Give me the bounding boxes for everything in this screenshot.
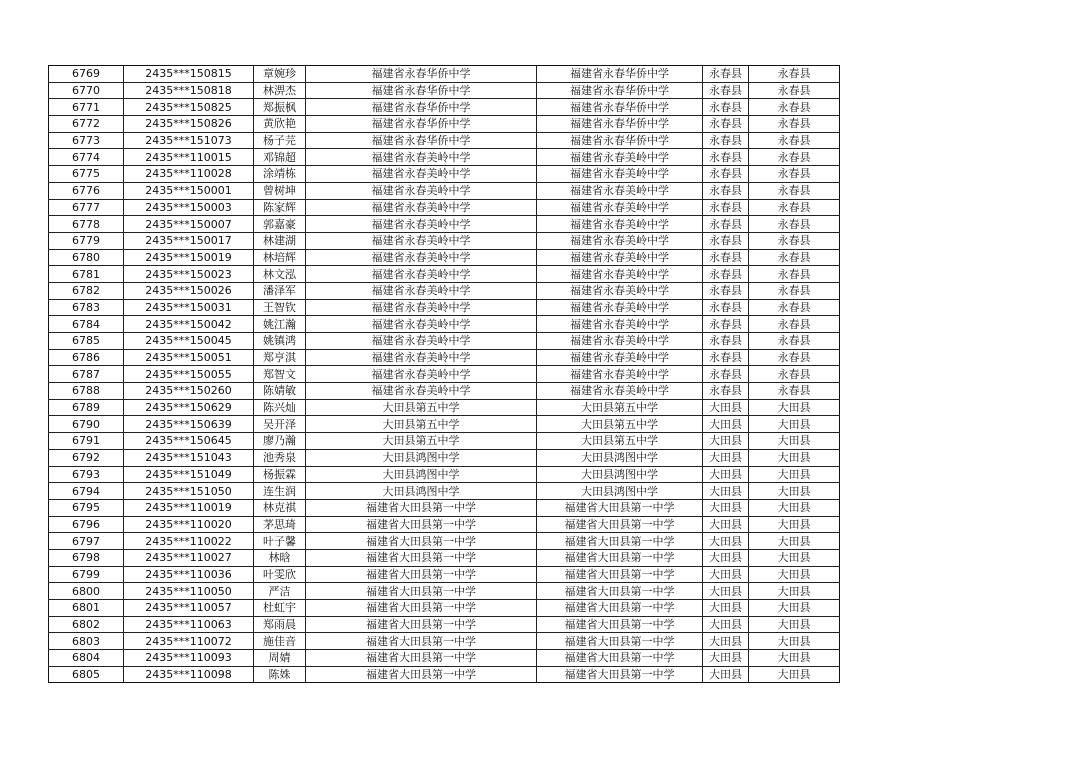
county-cell: 永春县 — [703, 266, 749, 283]
enrolled-school-cell: 福建省永春美岭中学 — [537, 249, 703, 266]
table-row — [49, 99, 840, 116]
table-row — [49, 449, 840, 466]
table-row — [49, 266, 840, 283]
graduating-school-cell: 大田县第五中学 — [306, 433, 537, 450]
student-name-cell: 叶子馨 — [254, 533, 306, 550]
exam-id-cell: 2435***150023 — [124, 266, 254, 283]
table-row — [49, 366, 840, 383]
table-row — [49, 666, 840, 683]
student-name-cell: 林淠杰 — [254, 82, 306, 99]
county-cell: 永春县 — [703, 149, 749, 166]
student-name-cell: 林培辉 — [254, 249, 306, 266]
student-name-cell: 吴开泽 — [254, 416, 306, 433]
student-name-cell: 杜虹宇 — [254, 600, 306, 617]
graduating-school-cell: 福建省大田县第一中学 — [306, 566, 537, 583]
table-row — [49, 216, 840, 233]
exam-id-cell: 2435***110019 — [124, 499, 254, 516]
county-cell: 大田县 — [703, 633, 749, 650]
student-name-cell: 茅思琦 — [254, 516, 306, 533]
county-cell: 永春县 — [703, 232, 749, 249]
enrolled-school-cell: 福建省永春美岭中学 — [537, 166, 703, 183]
county-cell: 永春县 — [703, 66, 749, 83]
graduating-school-cell: 福建省永春华侨中学 — [306, 82, 537, 99]
exam-id-cell: 2435***150645 — [124, 433, 254, 450]
graduating-school-cell: 福建省大田县第一中学 — [306, 499, 537, 516]
graduating-school-cell: 福建省永春美岭中学 — [306, 182, 537, 199]
graduating-school-cell: 福建省大田县第一中学 — [306, 533, 537, 550]
region-cell: 永春县 — [749, 182, 840, 199]
region-cell: 永春县 — [749, 333, 840, 350]
table-row — [49, 566, 840, 583]
student-name-cell: 连生润 — [254, 483, 306, 500]
region-cell: 永春县 — [749, 199, 840, 216]
row-number-cell: 6791 — [49, 433, 124, 450]
student-name-cell: 杨子芫 — [254, 132, 306, 149]
enrolled-school-cell: 福建省永春美岭中学 — [537, 383, 703, 400]
exam-id-cell: 2435***150017 — [124, 232, 254, 249]
table-row — [49, 383, 840, 400]
table-row — [49, 600, 840, 617]
row-number-cell: 6779 — [49, 232, 124, 249]
student-name-cell: 施佳音 — [254, 633, 306, 650]
exam-id-cell: 2435***150639 — [124, 416, 254, 433]
student-roster-table — [48, 65, 840, 683]
enrolled-school-cell: 福建省大田县第一中学 — [537, 583, 703, 600]
table-row — [49, 282, 840, 299]
county-cell: 永春县 — [703, 249, 749, 266]
region-cell: 大田县 — [749, 516, 840, 533]
region-cell: 大田县 — [749, 566, 840, 583]
table-row — [49, 316, 840, 333]
row-number-cell: 6796 — [49, 516, 124, 533]
exam-id-cell: 2435***150001 — [124, 182, 254, 199]
enrolled-school-cell: 福建省大田县第一中学 — [537, 533, 703, 550]
county-cell: 永春县 — [703, 182, 749, 199]
exam-id-cell: 2435***150818 — [124, 82, 254, 99]
row-number-cell: 6774 — [49, 149, 124, 166]
county-cell: 大田县 — [703, 466, 749, 483]
enrolled-school-cell: 福建省永春美岭中学 — [537, 349, 703, 366]
county-cell: 永春县 — [703, 132, 749, 149]
row-number-cell: 6799 — [49, 566, 124, 583]
county-cell: 永春县 — [703, 282, 749, 299]
region-cell: 永春县 — [749, 266, 840, 283]
table-row — [49, 299, 840, 316]
graduating-school-cell: 福建省大田县第一中学 — [306, 616, 537, 633]
region-cell: 大田县 — [749, 549, 840, 566]
row-number-cell: 6773 — [49, 132, 124, 149]
county-cell: 永春县 — [703, 383, 749, 400]
exam-id-cell: 2435***110020 — [124, 516, 254, 533]
region-cell: 大田县 — [749, 449, 840, 466]
exam-id-cell: 2435***150026 — [124, 282, 254, 299]
exam-id-cell: 2435***110027 — [124, 549, 254, 566]
county-cell: 永春县 — [703, 116, 749, 133]
student-name-cell: 周婧 — [254, 650, 306, 667]
row-number-cell: 6783 — [49, 299, 124, 316]
county-cell: 大田县 — [703, 399, 749, 416]
graduating-school-cell: 福建省永春美岭中学 — [306, 316, 537, 333]
graduating-school-cell: 福建省永春美岭中学 — [306, 366, 537, 383]
row-number-cell: 6788 — [49, 383, 124, 400]
student-name-cell: 郑雨晨 — [254, 616, 306, 633]
row-number-cell: 6792 — [49, 449, 124, 466]
region-cell: 永春县 — [749, 132, 840, 149]
county-cell: 大田县 — [703, 516, 749, 533]
county-cell: 永春县 — [703, 199, 749, 216]
row-number-cell: 6802 — [49, 616, 124, 633]
student-name-cell: 黄欣艳 — [254, 116, 306, 133]
enrolled-school-cell: 福建省永春美岭中学 — [537, 216, 703, 233]
enrolled-school-cell: 福建省永春美岭中学 — [537, 199, 703, 216]
county-cell: 大田县 — [703, 533, 749, 550]
table-row — [49, 549, 840, 566]
enrolled-school-cell: 福建省大田县第一中学 — [537, 633, 703, 650]
student-name-cell: 王智钦 — [254, 299, 306, 316]
student-name-cell: 叶雯欣 — [254, 566, 306, 583]
row-number-cell: 6795 — [49, 499, 124, 516]
graduating-school-cell: 福建省永春华侨中学 — [306, 99, 537, 116]
table-row — [49, 349, 840, 366]
region-cell: 大田县 — [749, 499, 840, 516]
region-cell: 永春县 — [749, 82, 840, 99]
region-cell: 大田县 — [749, 666, 840, 683]
county-cell: 大田县 — [703, 666, 749, 683]
graduating-school-cell: 大田县第五中学 — [306, 416, 537, 433]
row-number-cell: 6785 — [49, 333, 124, 350]
exam-id-cell: 2435***150815 — [124, 66, 254, 83]
county-cell: 大田县 — [703, 650, 749, 667]
exam-id-cell: 2435***151049 — [124, 466, 254, 483]
enrolled-school-cell: 福建省永春华侨中学 — [537, 82, 703, 99]
student-name-cell: 郑智文 — [254, 366, 306, 383]
row-number-cell: 6804 — [49, 650, 124, 667]
student-name-cell: 章婉珍 — [254, 66, 306, 83]
exam-id-cell: 2435***150042 — [124, 316, 254, 333]
region-cell: 大田县 — [749, 399, 840, 416]
enrolled-school-cell: 福建省大田县第一中学 — [537, 516, 703, 533]
county-cell: 大田县 — [703, 433, 749, 450]
table-row — [49, 499, 840, 516]
student-name-cell: 林建湖 — [254, 232, 306, 249]
student-name-cell: 姚江瀚 — [254, 316, 306, 333]
enrolled-school-cell: 福建省大田县第一中学 — [537, 566, 703, 583]
row-number-cell: 6801 — [49, 600, 124, 617]
exam-id-cell: 2435***110015 — [124, 149, 254, 166]
enrolled-school-cell: 福建省永春美岭中学 — [537, 316, 703, 333]
student-name-cell: 姚镇鸿 — [254, 333, 306, 350]
enrolled-school-cell: 福建省大田县第一中学 — [537, 666, 703, 683]
enrolled-school-cell: 大田县鸿图中学 — [537, 466, 703, 483]
table-row — [49, 249, 840, 266]
row-number-cell: 6780 — [49, 249, 124, 266]
student-name-cell: 陈家辉 — [254, 199, 306, 216]
county-cell: 永春县 — [703, 366, 749, 383]
graduating-school-cell: 福建省永春华侨中学 — [306, 132, 537, 149]
graduating-school-cell: 大田县鸿图中学 — [306, 483, 537, 500]
exam-id-cell: 2435***150260 — [124, 383, 254, 400]
row-number-cell: 6790 — [49, 416, 124, 433]
exam-id-cell: 2435***150031 — [124, 299, 254, 316]
row-number-cell: 6787 — [49, 366, 124, 383]
student-name-cell: 林文泓 — [254, 266, 306, 283]
graduating-school-cell: 福建省大田县第一中学 — [306, 600, 537, 617]
graduating-school-cell: 福建省大田县第一中学 — [306, 633, 537, 650]
graduating-school-cell: 福建省永春美岭中学 — [306, 199, 537, 216]
county-cell: 永春县 — [703, 216, 749, 233]
graduating-school-cell: 福建省大田县第一中学 — [306, 583, 537, 600]
student-name-cell: 陈姝 — [254, 666, 306, 683]
table-row — [49, 182, 840, 199]
exam-id-cell: 2435***150055 — [124, 366, 254, 383]
exam-id-cell: 2435***151050 — [124, 483, 254, 500]
student-name-cell: 郑亨淇 — [254, 349, 306, 366]
table-row — [49, 533, 840, 550]
table-row — [49, 650, 840, 667]
graduating-school-cell: 福建省永春美岭中学 — [306, 299, 537, 316]
student-name-cell: 邓锦超 — [254, 149, 306, 166]
enrolled-school-cell: 福建省大田县第一中学 — [537, 600, 703, 617]
student-name-cell: 林克祺 — [254, 499, 306, 516]
graduating-school-cell: 福建省永春华侨中学 — [306, 66, 537, 83]
row-number-cell: 6794 — [49, 483, 124, 500]
enrolled-school-cell: 福建省永春美岭中学 — [537, 299, 703, 316]
graduating-school-cell: 福建省永春美岭中学 — [306, 266, 537, 283]
graduating-school-cell: 福建省永春华侨中学 — [306, 116, 537, 133]
exam-id-cell: 2435***110063 — [124, 616, 254, 633]
region-cell: 大田县 — [749, 433, 840, 450]
exam-id-cell: 2435***151073 — [124, 132, 254, 149]
exam-id-cell: 2435***110093 — [124, 650, 254, 667]
row-number-cell: 6797 — [49, 533, 124, 550]
graduating-school-cell: 福建省大田县第一中学 — [306, 650, 537, 667]
student-name-cell: 陈兴灿 — [254, 399, 306, 416]
enrolled-school-cell: 福建省永春美岭中学 — [537, 282, 703, 299]
table-row — [49, 583, 840, 600]
enrolled-school-cell: 福建省大田县第一中学 — [537, 549, 703, 566]
table-row — [49, 483, 840, 500]
county-cell: 永春县 — [703, 316, 749, 333]
region-cell: 永春县 — [749, 116, 840, 133]
row-number-cell: 6798 — [49, 549, 124, 566]
row-number-cell: 6784 — [49, 316, 124, 333]
graduating-school-cell: 大田县鸿图中学 — [306, 449, 537, 466]
table-row — [49, 66, 840, 83]
county-cell: 大田县 — [703, 616, 749, 633]
enrolled-school-cell: 大田县鸿图中学 — [537, 449, 703, 466]
region-cell: 永春县 — [749, 366, 840, 383]
enrolled-school-cell: 大田县鸿图中学 — [537, 483, 703, 500]
enrolled-school-cell: 福建省永春美岭中学 — [537, 182, 703, 199]
table-row — [49, 433, 840, 450]
row-number-cell: 6786 — [49, 349, 124, 366]
region-cell: 永春县 — [749, 299, 840, 316]
row-number-cell: 6775 — [49, 166, 124, 183]
student-name-cell: 严洁 — [254, 583, 306, 600]
table-row — [49, 399, 840, 416]
region-cell: 大田县 — [749, 650, 840, 667]
region-cell: 大田县 — [749, 533, 840, 550]
student-name-cell: 潘泽军 — [254, 282, 306, 299]
row-number-cell: 6789 — [49, 399, 124, 416]
graduating-school-cell: 福建省永春美岭中学 — [306, 149, 537, 166]
row-number-cell: 6805 — [49, 666, 124, 683]
row-number-cell: 6782 — [49, 282, 124, 299]
row-number-cell: 6776 — [49, 182, 124, 199]
region-cell: 大田县 — [749, 466, 840, 483]
exam-id-cell: 2435***150045 — [124, 333, 254, 350]
region-cell: 永春县 — [749, 66, 840, 83]
student-name-cell: 陈婧敏 — [254, 383, 306, 400]
enrolled-school-cell: 大田县第五中学 — [537, 433, 703, 450]
student-name-cell: 池秀泉 — [254, 449, 306, 466]
table-row — [49, 466, 840, 483]
exam-id-cell: 2435***110022 — [124, 533, 254, 550]
graduating-school-cell: 福建省永春美岭中学 — [306, 166, 537, 183]
graduating-school-cell: 福建省永春美岭中学 — [306, 249, 537, 266]
county-cell: 永春县 — [703, 349, 749, 366]
county-cell: 大田县 — [703, 600, 749, 617]
exam-id-cell: 2435***110072 — [124, 633, 254, 650]
row-number-cell: 6772 — [49, 116, 124, 133]
student-name-cell: 曾树坤 — [254, 182, 306, 199]
region-cell: 大田县 — [749, 600, 840, 617]
enrolled-school-cell: 福建省永春华侨中学 — [537, 99, 703, 116]
student-name-cell: 郭嘉豪 — [254, 216, 306, 233]
region-cell: 永春县 — [749, 349, 840, 366]
exam-id-cell: 2435***110057 — [124, 600, 254, 617]
graduating-school-cell: 福建省大田县第一中学 — [306, 666, 537, 683]
enrolled-school-cell: 大田县第五中学 — [537, 416, 703, 433]
exam-id-cell: 2435***151043 — [124, 449, 254, 466]
exam-id-cell: 2435***150019 — [124, 249, 254, 266]
enrolled-school-cell: 福建省永春美岭中学 — [537, 333, 703, 350]
region-cell: 永春县 — [749, 383, 840, 400]
enrolled-school-cell: 福建省永春美岭中学 — [537, 266, 703, 283]
exam-id-cell: 2435***110028 — [124, 166, 254, 183]
row-number-cell: 6800 — [49, 583, 124, 600]
county-cell: 永春县 — [703, 99, 749, 116]
enrolled-school-cell: 福建省永春华侨中学 — [537, 132, 703, 149]
enrolled-school-cell: 福建省永春美岭中学 — [537, 232, 703, 249]
exam-id-cell: 2435***150629 — [124, 399, 254, 416]
graduating-school-cell: 福建省永春美岭中学 — [306, 333, 537, 350]
student-name-cell: 林晗 — [254, 549, 306, 566]
table-row — [49, 132, 840, 149]
graduating-school-cell: 福建省大田县第一中学 — [306, 516, 537, 533]
graduating-school-cell: 大田县鸿图中学 — [306, 466, 537, 483]
region-cell: 永春县 — [749, 99, 840, 116]
enrolled-school-cell: 福建省永春美岭中学 — [537, 366, 703, 383]
student-name-cell: 涂靖栋 — [254, 166, 306, 183]
enrolled-school-cell: 福建省永春华侨中学 — [537, 66, 703, 83]
county-cell: 大田县 — [703, 549, 749, 566]
region-cell: 永春县 — [749, 249, 840, 266]
county-cell: 大田县 — [703, 483, 749, 500]
region-cell: 永春县 — [749, 149, 840, 166]
county-cell: 大田县 — [703, 499, 749, 516]
county-cell: 大田县 — [703, 416, 749, 433]
table-row — [49, 416, 840, 433]
graduating-school-cell: 福建省永春美岭中学 — [306, 383, 537, 400]
table-body — [49, 66, 840, 683]
graduating-school-cell: 福建省永春美岭中学 — [306, 349, 537, 366]
table-row — [49, 166, 840, 183]
county-cell: 大田县 — [703, 583, 749, 600]
enrolled-school-cell: 大田县第五中学 — [537, 399, 703, 416]
row-number-cell: 6781 — [49, 266, 124, 283]
table-row — [49, 199, 840, 216]
row-number-cell: 6803 — [49, 633, 124, 650]
table-row — [49, 633, 840, 650]
enrolled-school-cell: 福建省永春美岭中学 — [537, 149, 703, 166]
exam-id-cell: 2435***150825 — [124, 99, 254, 116]
student-name-cell: 廖乃瀚 — [254, 433, 306, 450]
table-row — [49, 82, 840, 99]
exam-id-cell: 2435***110036 — [124, 566, 254, 583]
row-number-cell: 6793 — [49, 466, 124, 483]
student-name-cell: 郑振枫 — [254, 99, 306, 116]
enrolled-school-cell: 福建省永春华侨中学 — [537, 116, 703, 133]
region-cell: 永春县 — [749, 282, 840, 299]
graduating-school-cell: 福建省大田县第一中学 — [306, 549, 537, 566]
student-name-cell: 杨振霖 — [254, 466, 306, 483]
row-number-cell: 6769 — [49, 66, 124, 83]
county-cell: 永春县 — [703, 299, 749, 316]
table-row — [49, 333, 840, 350]
region-cell: 大田县 — [749, 616, 840, 633]
county-cell: 大田县 — [703, 449, 749, 466]
region-cell: 永春县 — [749, 166, 840, 183]
enrolled-school-cell: 福建省大田县第一中学 — [537, 499, 703, 516]
row-number-cell: 6778 — [49, 216, 124, 233]
exam-id-cell: 2435***150051 — [124, 349, 254, 366]
table-row — [49, 516, 840, 533]
graduating-school-cell: 大田县第五中学 — [306, 399, 537, 416]
exam-id-cell: 2435***110050 — [124, 583, 254, 600]
exam-id-cell: 2435***150826 — [124, 116, 254, 133]
graduating-school-cell: 福建省永春美岭中学 — [306, 282, 537, 299]
enrolled-school-cell: 福建省大田县第一中学 — [537, 616, 703, 633]
graduating-school-cell: 福建省永春美岭中学 — [306, 232, 537, 249]
row-number-cell: 6771 — [49, 99, 124, 116]
row-number-cell: 6770 — [49, 82, 124, 99]
table-row — [49, 232, 840, 249]
region-cell: 大田县 — [749, 416, 840, 433]
county-cell: 永春县 — [703, 333, 749, 350]
region-cell: 永春县 — [749, 216, 840, 233]
exam-id-cell: 2435***150003 — [124, 199, 254, 216]
region-cell: 永春县 — [749, 316, 840, 333]
row-number-cell: 6777 — [49, 199, 124, 216]
enrolled-school-cell: 福建省大田县第一中学 — [537, 650, 703, 667]
county-cell: 永春县 — [703, 82, 749, 99]
exam-id-cell: 2435***110098 — [124, 666, 254, 683]
table-row — [49, 616, 840, 633]
table-row — [49, 149, 840, 166]
region-cell: 永春县 — [749, 232, 840, 249]
graduating-school-cell: 福建省永春美岭中学 — [306, 216, 537, 233]
county-cell: 永春县 — [703, 166, 749, 183]
exam-id-cell: 2435***150007 — [124, 216, 254, 233]
region-cell: 大田县 — [749, 633, 840, 650]
region-cell: 大田县 — [749, 483, 840, 500]
county-cell: 大田县 — [703, 566, 749, 583]
region-cell: 大田县 — [749, 583, 840, 600]
table-row — [49, 116, 840, 133]
